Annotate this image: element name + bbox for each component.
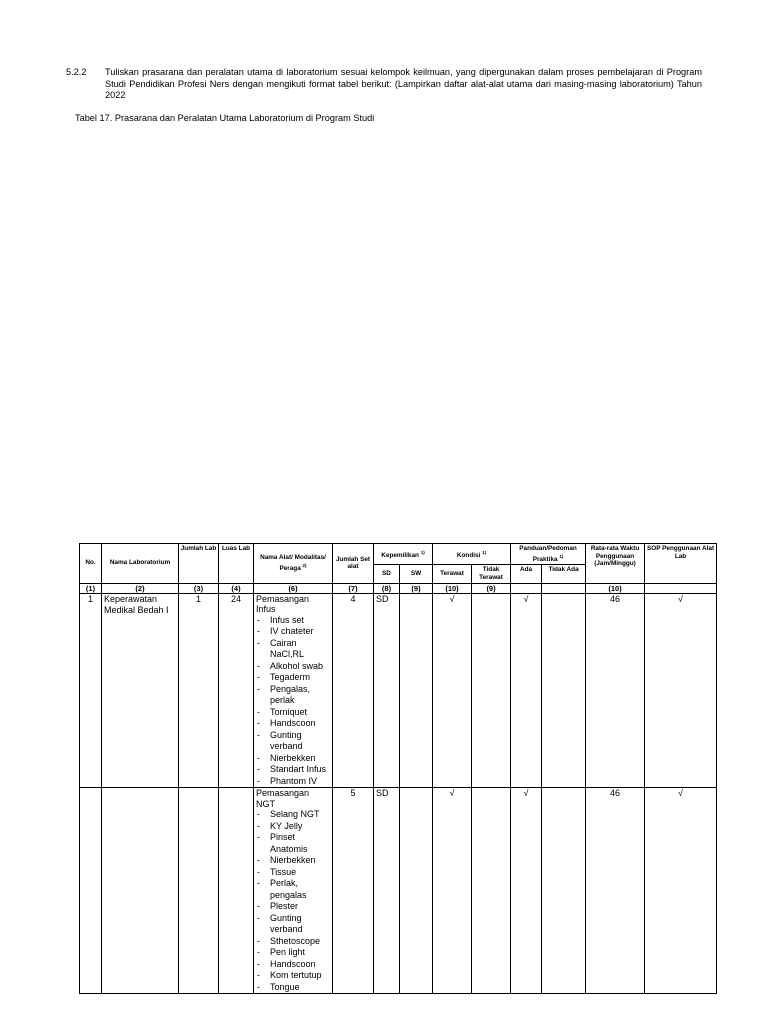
header-luas-lab: Luas Lab	[219, 544, 254, 584]
sop: √	[645, 788, 717, 994]
column-number	[542, 583, 586, 593]
panduan-ada: √	[511, 788, 542, 994]
list-item: - Tongue	[256, 982, 330, 994]
rata-rata-waktu: 46	[586, 788, 645, 994]
list-item: - Handscoon	[256, 718, 330, 730]
list-item: - Perlak, pengalas	[256, 878, 330, 901]
jumlah-lab: 1	[179, 593, 219, 788]
jumlah-set: 5	[333, 788, 374, 994]
list-item: - Selang NGT	[256, 809, 330, 821]
kondisi-terawat: √	[433, 593, 472, 788]
kepemilikan-sw	[400, 593, 433, 788]
list-item: - Cairan NaCl,RL	[256, 638, 330, 661]
kondisi-terawat: √	[433, 788, 472, 994]
list-item: - Tegaderm	[256, 672, 330, 684]
tool-list	[256, 809, 330, 993]
tool-list	[256, 615, 330, 788]
list-item: - Torniquet	[256, 707, 330, 719]
list-item: - Tissue	[256, 867, 330, 879]
row-number: 1	[80, 593, 102, 788]
header-rata-rata: Rata-rata Waktu Penggunaan (Jam/Minggu)	[586, 544, 645, 584]
header-ada: Ada	[511, 565, 542, 583]
list-item: - Infus set	[256, 615, 330, 627]
column-number: (9)	[472, 583, 511, 593]
list-item: - Phantom IV	[256, 776, 330, 788]
jumlah-lab	[179, 788, 219, 994]
section-instruction: Tuliskan prasarana dan peralatan utama di laboratorium sesuai kelompok keilmuan, yang dipergunakan dalam proses pembelajaran di Program Studi Pendidikan Profesi Ners dengan mengikuti format tabel berikut: (Lampirkan daftar alat-alat utama dari masing-masing laboratorium) Tahun 2022	[105, 67, 702, 101]
kondisi-tidak-terawat	[472, 593, 511, 788]
list-item: - Standart Infus	[256, 764, 330, 776]
table-row	[80, 788, 717, 994]
kepemilikan-sd: SD	[374, 788, 400, 994]
tool-title: Pemasangan Infus	[256, 593, 310, 614]
column-number	[645, 583, 717, 593]
header-tidak-ada: Tidak Ada	[542, 565, 586, 583]
table-row	[80, 593, 717, 788]
list-item: - Alkohol swab	[256, 661, 330, 673]
panduan-tidak-ada	[542, 788, 586, 994]
list-item: - KY Jelly	[256, 821, 330, 833]
kondisi-tidak-terawat	[472, 788, 511, 994]
column-number: (10)	[586, 583, 645, 593]
panduan-tidak-ada	[542, 593, 586, 788]
kepemilikan-sd: SD	[374, 593, 400, 788]
table-caption: Tabel 17. Prasarana dan Peralatan Utama Laboratorium di Program Studi	[75, 113, 375, 123]
kepemilikan-sw	[400, 788, 433, 994]
luas-lab	[219, 788, 254, 994]
column-number: (2)	[102, 583, 179, 593]
list-item: - IV chateter	[256, 626, 330, 638]
header-kepemilikan: Kepemilikan $^{1)}$	[374, 544, 433, 565]
header-jumlah-set: Jumlah Set alat	[333, 544, 374, 584]
jumlah-set: 4	[333, 593, 374, 788]
column-number: (7)	[333, 583, 374, 593]
header-sd: SD	[374, 565, 400, 583]
column-number: (1)	[80, 583, 102, 593]
column-number	[511, 583, 542, 593]
list-item: - Nierbekken	[256, 753, 330, 765]
tool-title: Pemasangan NGT	[256, 788, 310, 809]
list-item: - Kom tertutup	[256, 970, 330, 982]
column-number: (3)	[179, 583, 219, 593]
column-number: (4)	[219, 583, 254, 593]
column-number: (10)	[433, 583, 472, 593]
list-item: - Pen light	[256, 947, 330, 959]
list-item: - Pengalas, perlak	[256, 684, 330, 707]
panduan-ada: √	[511, 593, 542, 788]
header-sw: SW	[400, 565, 433, 583]
luas-lab: 24	[219, 593, 254, 788]
column-number: (8)	[374, 583, 400, 593]
header-tidak-terawat: Tidak Terawat	[472, 565, 511, 583]
header-sop: SOP Penggunaan Alat Lab	[645, 544, 717, 584]
sop: √	[645, 593, 717, 788]
section-number: 5.2.2	[66, 67, 87, 77]
header-kondisi: Kondisi $^{1)}$	[433, 544, 511, 565]
list-item: - Handscoon	[256, 959, 330, 971]
list-item: - Sthetoscope	[256, 936, 330, 948]
header-no: No.	[80, 544, 102, 584]
column-number: (9)	[400, 583, 433, 593]
row-number	[80, 788, 102, 994]
header-nama-alat: Nama Alat/ Modalitas/ Peraga $^{2)}$	[254, 544, 333, 584]
tool-cell	[254, 788, 333, 994]
column-number-row	[80, 583, 717, 593]
list-item: - Plester	[256, 901, 330, 913]
list-item: - Gunting verband	[256, 730, 330, 753]
lab-name: Keperawatan Medikal Bedah I	[102, 593, 179, 788]
header-panduan: Panduan/Pedoman Praktika $^{1)}$	[511, 544, 586, 565]
lab-name	[102, 788, 179, 994]
tool-cell	[254, 593, 333, 788]
header-jumlah-lab: Jumlah Lab	[179, 544, 219, 584]
laboratory-table	[79, 543, 717, 994]
list-item: - Pinset Anatomis	[256, 832, 330, 855]
header-nama-lab: Nama Laboratorium	[102, 544, 179, 584]
rata-rata-waktu: 46	[586, 593, 645, 788]
list-item: - Gunting verband	[256, 913, 330, 936]
header-terawat: Terawat	[433, 565, 472, 583]
column-number: (6)	[254, 583, 333, 593]
list-item: - Nierbekken	[256, 855, 330, 867]
